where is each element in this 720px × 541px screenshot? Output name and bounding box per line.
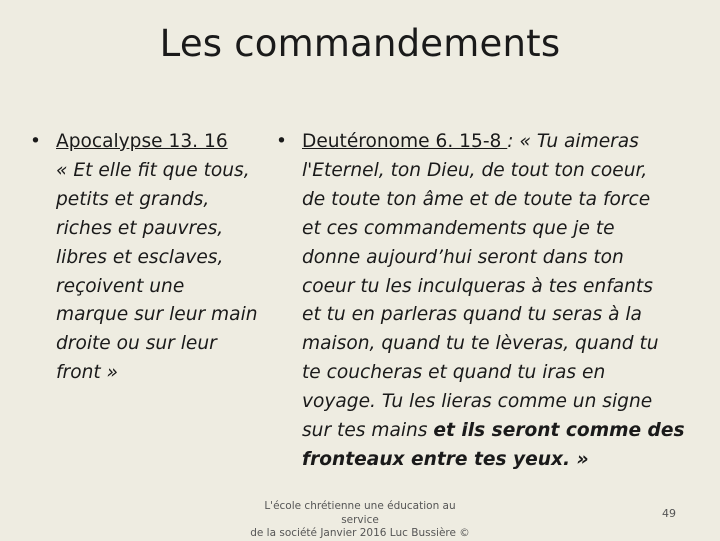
left-reference: Apocalypse 13. 16 — [56, 131, 228, 152]
left-quote-line: petits et grands, — [56, 188, 210, 210]
bullet-icon: • — [276, 131, 287, 152]
left-quote-line: reçoivent une — [56, 275, 185, 297]
right-quote-line: te coucheras et quand tu iras en — [302, 362, 606, 384]
page-number: 49 — [662, 507, 676, 520]
left-quote-line: libres et esclaves, — [56, 246, 224, 268]
right-quote-plain: sur tes mains — [302, 420, 434, 442]
left-quote-line: droite ou sur leur — [56, 333, 217, 355]
right-quote-line: de toute ton âme et de toute ta force — [302, 188, 651, 210]
right-quote-line: l'Eternel, ton Dieu, de tout ton coeur, — [302, 159, 648, 181]
slide-footer — [250, 500, 470, 541]
left-quote-line: marque sur leur main — [56, 304, 258, 326]
right-reference: Deutéronome 6. 15-8 — [302, 131, 508, 152]
right-quote-line-mixed — [302, 417, 696, 446]
right-quote-start: : « Tu aimeras — [507, 131, 639, 152]
right-heading-line — [302, 128, 696, 157]
right-quote-line: et ces commandements que je te — [302, 217, 615, 239]
right-quote-line: coeur tu les inculqueras à tes enfants — [302, 275, 653, 297]
right-quote-line: maison, quand tu te lèveras, quand tu — [302, 333, 659, 355]
left-bullet-body — [56, 128, 275, 388]
right-quote-bold: et ils seront comme des — [433, 420, 685, 442]
left-quote-line: « Et elle fit que tous, — [56, 159, 250, 181]
slide-title: Les commandements — [159, 22, 561, 65]
right-bullet-body — [302, 128, 696, 475]
left-quote-line: front » — [56, 362, 119, 384]
right-quote-line: donne aujourd’hui seront dans ton — [302, 246, 624, 268]
left-quote-line: riches et pauvres, — [56, 217, 224, 239]
bullet-icon: • — [30, 131, 41, 152]
right-quote-bold-line: fronteaux entre tes yeux. » — [302, 448, 589, 470]
left-bullet-item — [30, 128, 275, 388]
footer-line: de la société Janvier 2016 Luc Bussière © — [250, 527, 470, 539]
left-column — [30, 128, 275, 388]
right-bullet-item — [276, 128, 696, 475]
footer-line: L'école chrétienne une éducation au service — [264, 500, 456, 526]
right-quote-line: voyage. Tu les lieras comme un signe — [302, 391, 653, 413]
right-column — [276, 128, 696, 475]
right-quote-line: et tu en parleras quand tu seras à la — [302, 304, 642, 326]
